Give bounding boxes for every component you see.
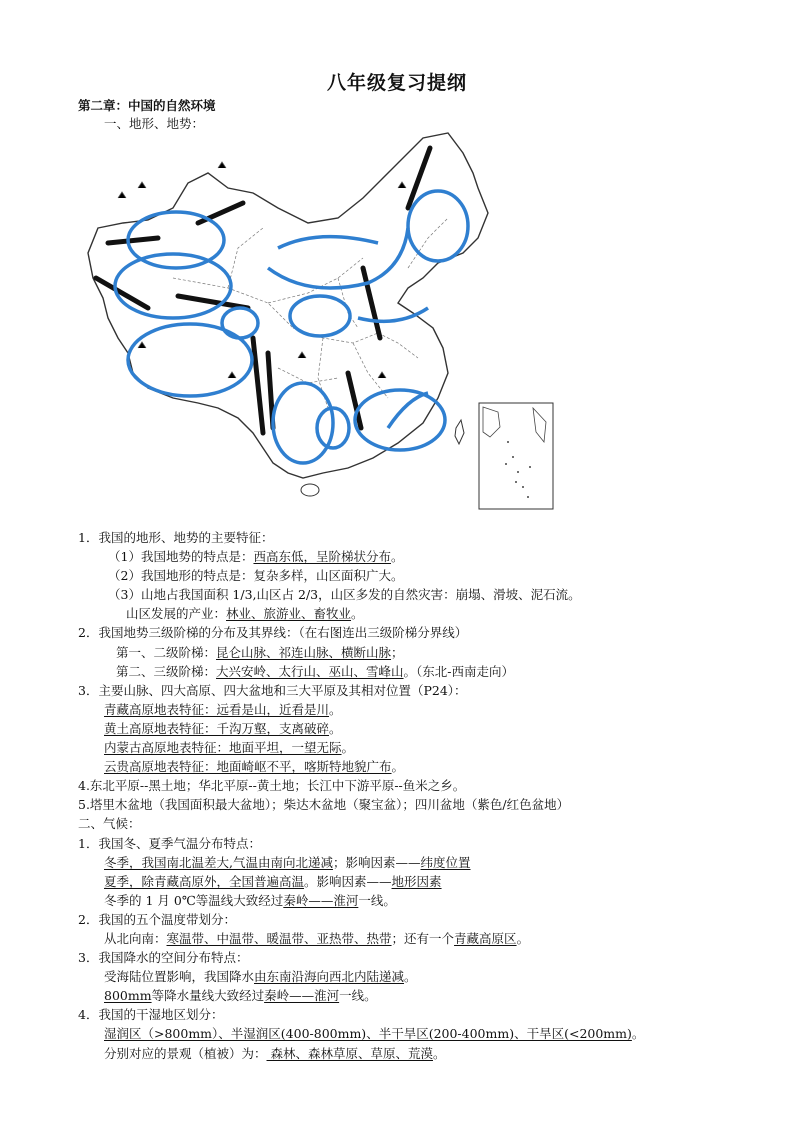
outline-line: [78, 967, 758, 986]
text-segment: 4.东北平原--黑土地；华北平原--黄土地；长江中下游平原--鱼米之乡。: [78, 778, 466, 794]
south-china-sea-inset: [478, 402, 554, 510]
text-segment: 。: [351, 606, 364, 622]
outline-line: [78, 1044, 758, 1063]
underlined-text: 青藏高原地表特征：远看是山，近看是川: [104, 701, 330, 717]
outline-line: [78, 604, 758, 623]
outline-line: [78, 929, 758, 948]
underlined-text: 800mm: [104, 988, 152, 1004]
hainan-island: [301, 484, 319, 496]
outline-line: [78, 1005, 758, 1024]
text-segment: 。: [329, 701, 342, 717]
underlined-text: 冬季，我国南北温差大,气温由南向北递减: [104, 854, 333, 870]
text-segment: 。: [391, 759, 405, 775]
text-segment: 2．我国地势三级阶梯的分布及其界线：（在右图连出三级阶梯分界线）: [78, 625, 468, 641]
taiwan-island: [455, 420, 464, 444]
underlined-text: 青藏高原区: [454, 930, 517, 946]
outline-line: [78, 910, 758, 929]
text-segment: 等降水量线大致经过: [151, 988, 265, 1004]
china-terrain-map: [78, 128, 538, 513]
text-segment: 从北向南：: [104, 930, 167, 946]
outline-line: [78, 853, 758, 872]
underlined-text: 黄土高原地表特征：千沟万壑，支离破碎: [104, 720, 330, 736]
outline-line: [78, 872, 758, 891]
underlined-text: 寒温带、中温带、暖温带、亚热带、热带: [166, 930, 392, 946]
underlined-text: 内蒙古高原地表特征：地面平坦，一望无际: [104, 740, 342, 756]
outline-line: [78, 528, 758, 547]
outline-line: [78, 623, 758, 642]
outline-line: [78, 719, 758, 738]
mountain-range-lines: [96, 148, 430, 433]
outline-body: [78, 528, 758, 1063]
text-segment: 。: [516, 930, 530, 946]
blue-annotation-circles: [115, 191, 468, 463]
underlined-text: 由东南沿海向西北内陆递减: [254, 969, 405, 985]
text-segment: 。影响因素——: [304, 873, 392, 889]
text-segment: 第二、三级阶梯：: [116, 663, 217, 679]
text-segment: 。: [404, 969, 417, 985]
outline-line: [78, 643, 758, 662]
underlined-text: 昆仑山脉、祁连山脉、横断山脉: [216, 644, 392, 660]
text-segment: 。（东北-西南走向）: [403, 663, 515, 679]
text-segment: 3．主要山脉、四大高原、四大盆地和三大平原及其相对位置（P24）：: [78, 682, 467, 698]
outline-line: [78, 738, 758, 757]
underlined-text: 秦岭——淮河: [264, 988, 340, 1004]
text-segment: 分别对应的景观（植被）为：: [104, 1045, 267, 1061]
text-segment: 。: [329, 720, 342, 736]
text-segment: （3）山地占我国面积 1/3,山区占 2/3，山区多发的自然灾害：崩塌、滑坡、泥石流。: [108, 587, 581, 603]
outline-line: [78, 948, 758, 967]
text-segment: （1）我国地势的特点是：: [108, 549, 254, 565]
underlined-text: 纬度位置: [420, 854, 471, 870]
text-segment: 山区发展的产业：: [126, 606, 227, 622]
text-segment: 。: [631, 1026, 645, 1042]
text-segment: 二、气候：: [78, 816, 141, 832]
map-drawing: [78, 128, 538, 513]
text-segment: 第一、二级阶梯：: [116, 644, 217, 660]
outline-line: [78, 776, 758, 795]
chapter-heading: 第二章：中国的自然环境: [78, 98, 216, 113]
inset-drawing: [478, 402, 554, 510]
underlined-text: 西高东低，呈阶梯状分布: [253, 549, 391, 565]
text-segment: （2）我国地形的特点是：复杂多样，山区面积广大。: [108, 568, 404, 584]
outline-line: [78, 662, 758, 681]
text-segment: 。: [433, 1045, 446, 1061]
text-segment: 1．我国的地形、地势的主要特征：: [78, 530, 274, 545]
underlined-text: 秦岭——淮河: [283, 892, 359, 908]
text-segment: 。: [341, 740, 355, 756]
underlined-text: 森林、森林草原、草原、荒漠: [266, 1045, 433, 1061]
outline-line: [78, 834, 758, 853]
underlined-text: 云贵高原地表特征：地面崎岖不平，喀斯特地貌广布: [104, 759, 392, 775]
text-segment: 1．我国冬、夏季气温分布特点：: [78, 835, 261, 851]
outline-line: [78, 1024, 758, 1043]
text-segment: 冬季的 1 月 0℃等温线大致经过: [104, 892, 284, 908]
text-segment: 2．我国的五个温度带划分：: [78, 911, 236, 927]
text-segment: 3．我国降水的空间分布特点：: [78, 950, 249, 966]
underlined-text: 林业、旅游业、畜牧业: [226, 606, 352, 622]
text-segment: 受海陆位置影响，我国降水: [104, 969, 255, 985]
underlined-text: 大兴安岭、太行山、巫山、雪峰山: [216, 663, 404, 679]
text-segment: 4．我国的干湿地区划分：: [78, 1007, 224, 1023]
text-segment: 一线。: [339, 988, 377, 1004]
outline-line: [78, 547, 758, 566]
underlined-text: 湿润区（>800mm）、半湿润区(400-800mm)、半干旱区(200-400mm)、干旱区(<200mm): [104, 1026, 632, 1042]
text-segment: ；影响因素——: [332, 854, 421, 870]
underlined-text: 夏季，除青藏高原外，全国普遍高温: [104, 873, 305, 889]
outline-line: [78, 566, 758, 585]
outline-line: [78, 891, 758, 910]
text-segment: 。: [390, 549, 404, 565]
outline-line: [78, 814, 758, 833]
text-segment: ；: [391, 644, 404, 660]
outline-line: [78, 795, 758, 814]
section-heading-terrain: 一、地形、地势：: [104, 116, 205, 131]
outline-line: [78, 986, 758, 1005]
text-segment: 一线。: [358, 892, 396, 908]
outline-line: [78, 757, 758, 776]
outline-line: [78, 700, 758, 719]
text-segment: ；还有一个: [391, 930, 455, 946]
text-segment: 5.塔里木盆地（我国面积最大盆地）；柴达木盆地（聚宝盆）；四川盆地（紫色/红色盆地）: [78, 797, 570, 813]
outline-line: [78, 585, 758, 604]
outline-line: [78, 681, 758, 700]
underlined-text: 地形因素: [391, 873, 442, 889]
province-lines: [173, 218, 448, 408]
page-title: 八年级复习提纲: [326, 72, 467, 94]
